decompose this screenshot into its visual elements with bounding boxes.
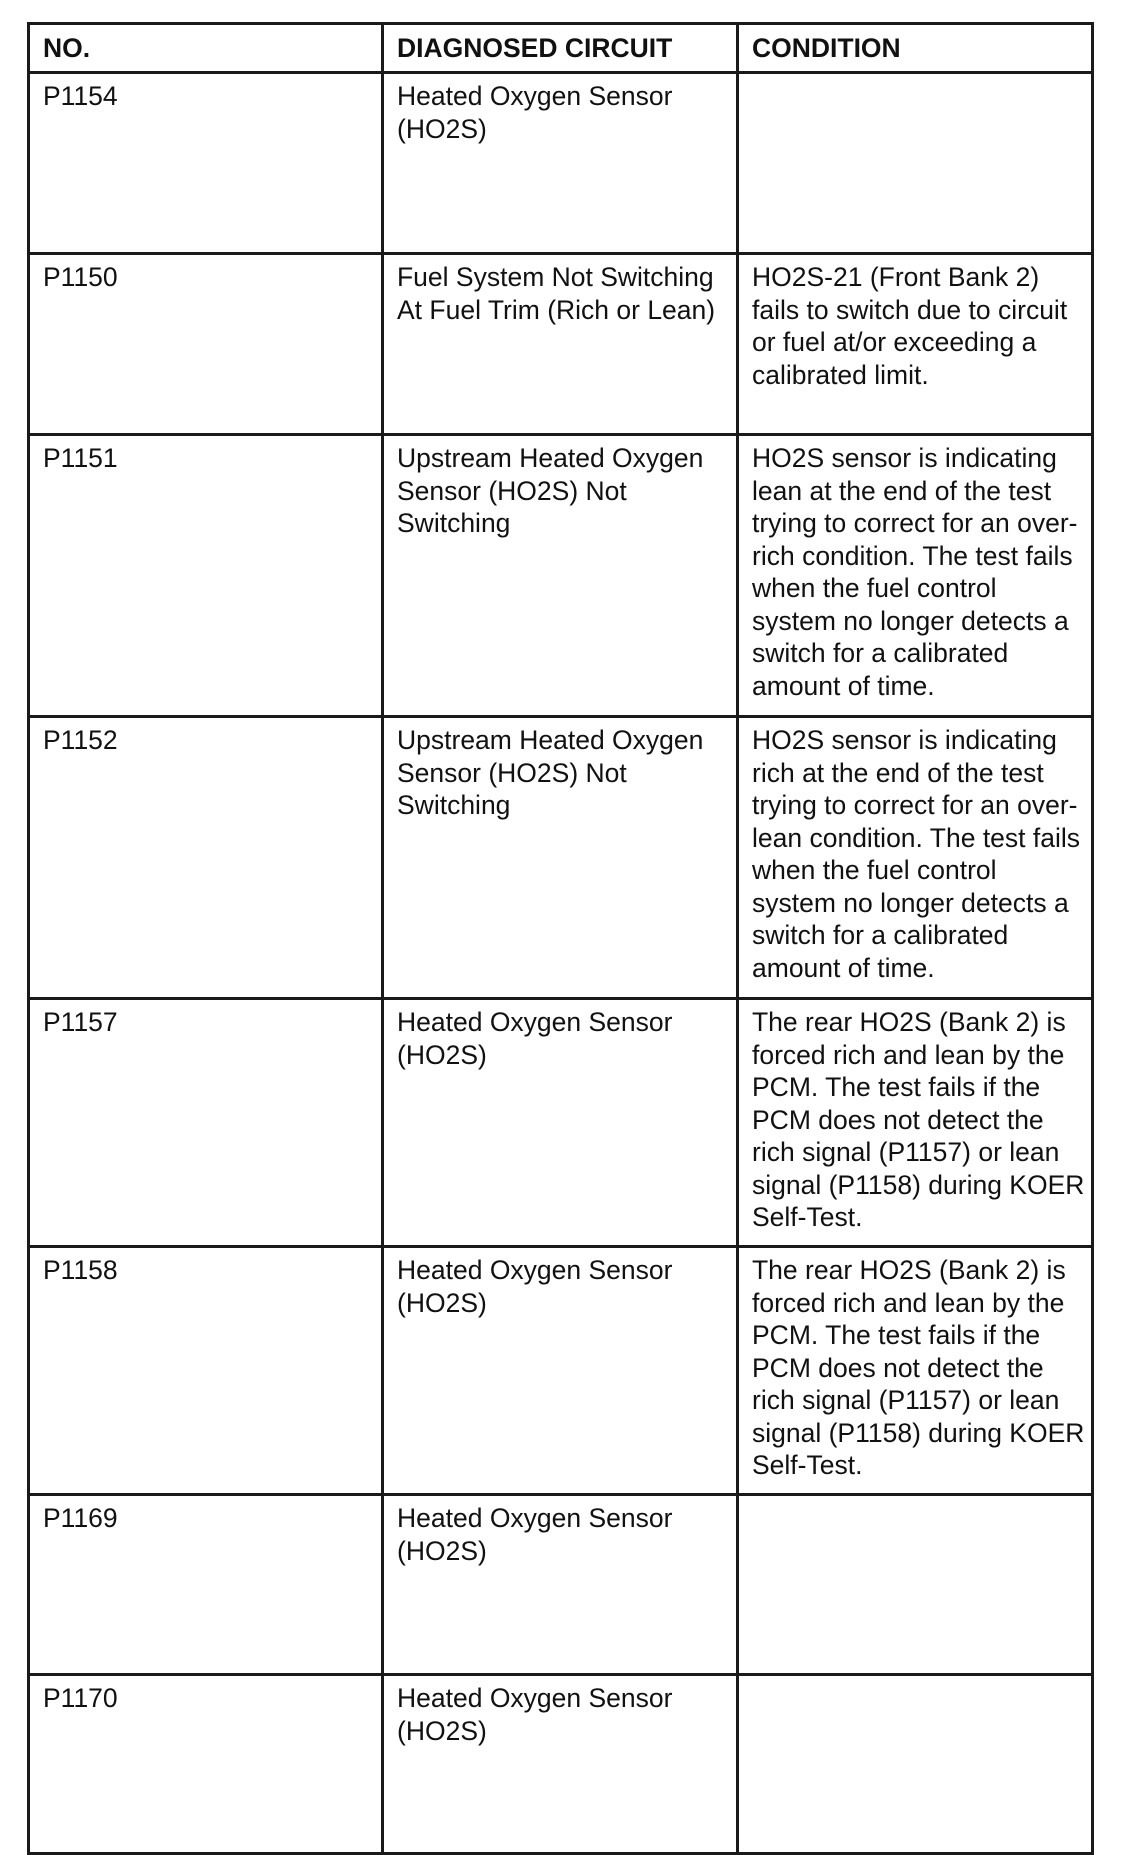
table-row	[29, 1675, 1093, 1854]
cell-no: P1154	[29, 73, 383, 254]
table-row	[29, 717, 1093, 999]
table-row	[29, 1247, 1093, 1495]
cell-no: P1169	[29, 1495, 383, 1675]
cell-circuit: Upstream Heated Oxygen Sensor (HO2S) Not Switching	[383, 435, 738, 717]
table-row	[29, 1495, 1093, 1675]
table-row	[29, 254, 1093, 435]
header-no: NO.	[29, 24, 383, 73]
cell-circuit: Heated Oxygen Sensor (HO2S)	[383, 999, 738, 1247]
cell-no: P1157	[29, 999, 383, 1247]
table-row	[29, 435, 1093, 717]
cell-no: P1151	[29, 435, 383, 717]
header-diagnosed-circuit: DIAGNOSED CIRCUIT	[383, 24, 738, 73]
cell-condition: The rear HO2S (Bank 2) is forced rich and lean by the PCM. The test fails if the PCM does not detect the rich signal (P1157) or lean signal (P1158) during KOER Self-Test.	[738, 999, 1093, 1247]
cell-condition	[738, 73, 1093, 254]
cell-no: P1170	[29, 1675, 383, 1854]
cell-circuit: Heated Oxygen Sensor (HO2S)	[383, 1495, 738, 1675]
cell-condition: HO2S-21 (Front Bank 2) fails to switch due to circuit or fuel at/or exceeding a calibrated limit.	[738, 254, 1093, 435]
cell-condition: HO2S sensor is indicating lean at the end of the test trying to correct for an over-rich condition. The test fails when the fuel control system no longer detects a switch for a calibrated amount of time.	[738, 435, 1093, 717]
dtc-table	[27, 22, 1094, 1855]
table-header-row	[29, 24, 1093, 73]
cell-circuit: Fuel System Not Switching At Fuel Trim (Rich or Lean)	[383, 254, 738, 435]
cell-no: P1158	[29, 1247, 383, 1495]
cell-circuit: Heated Oxygen Sensor (HO2S)	[383, 73, 738, 254]
cell-condition	[738, 1675, 1093, 1854]
cell-circuit: Heated Oxygen Sensor (HO2S)	[383, 1675, 738, 1854]
cell-condition: The rear HO2S (Bank 2) is forced rich and lean by the PCM. The test fails if the PCM does not detect the rich signal (P1157) or lean signal (P1158) during KOER Self-Test.	[738, 1247, 1093, 1495]
cell-condition: HO2S sensor is indicating rich at the end of the test trying to correct for an over-lean condition. The test fails when the fuel control system no longer detects a switch for a calibrated amount of time.	[738, 717, 1093, 999]
table-row	[29, 999, 1093, 1247]
cell-no: P1152	[29, 717, 383, 999]
cell-circuit: Heated Oxygen Sensor (HO2S)	[383, 1247, 738, 1495]
cell-condition	[738, 1495, 1093, 1675]
cell-no: P1150	[29, 254, 383, 435]
cell-circuit: Upstream Heated Oxygen Sensor (HO2S) Not Switching	[383, 717, 738, 999]
header-condition: CONDITION	[738, 24, 1093, 73]
table-row	[29, 73, 1093, 254]
